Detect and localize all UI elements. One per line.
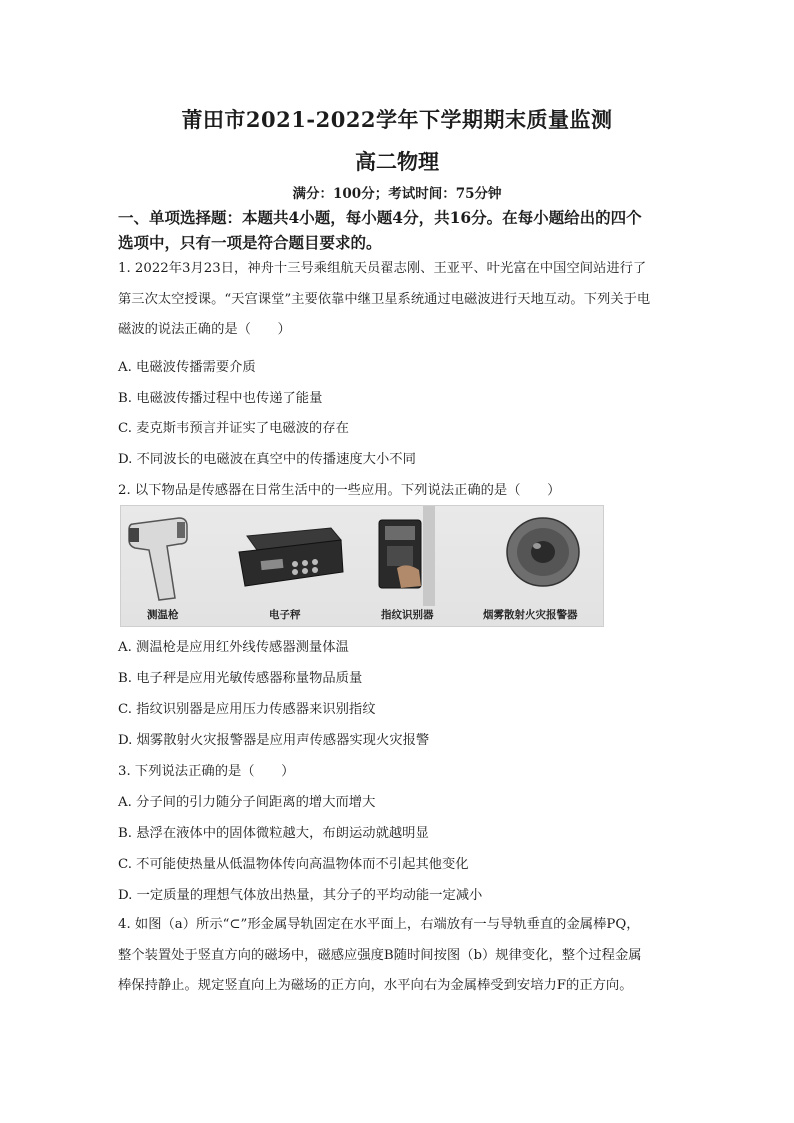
question-line: 4. 如图（a）所示“⊂”形金属导轨固定在水平面上，右端放有一与导轨垂直的金属棒PQ， bbox=[118, 917, 640, 932]
thermometer-gun-icon bbox=[121, 506, 231, 606]
question-2-option-d: D. 烟雾散射火灾报警器是应用声传感器实现火灾报警 bbox=[118, 733, 430, 748]
question-2-option-a: A. 测温枪是应用红外线传感器测量体温 bbox=[118, 640, 349, 655]
section-heading bbox=[118, 205, 678, 255]
question-2-option-c: C. 指纹识别器是应用压力传感器来识别指纹 bbox=[118, 702, 376, 717]
question-1-option-d: D. 不同波长的电磁波在真空中的传播速度大小不同 bbox=[118, 452, 416, 467]
question-4-stem bbox=[118, 910, 680, 1002]
question-line: 第三次太空授课。“天宫课堂”主要依靠中继卫星系统通过电磁波进行天地互动。下列关于电 bbox=[118, 291, 651, 307]
question-line: 棒保持静止。规定竖直向上为磁场的正方向，水平向右为金属棒受到安培力F的正方向。 bbox=[118, 978, 633, 993]
figure-caption: 电子秤 bbox=[269, 609, 301, 621]
figure-caption: 烟雾散射火灾报警器 bbox=[483, 609, 578, 621]
page-title: 莆田市2021-2022学年下学期期末质量监测 bbox=[181, 107, 613, 132]
exam-meta: 满分：100分；考试时间：75分钟 bbox=[292, 186, 502, 202]
figure-caption: 指纹识别器 bbox=[381, 609, 434, 621]
figure-panel-fingerprint bbox=[361, 506, 461, 626]
question-1-option-a: A. 电磁波传播需要介质 bbox=[118, 360, 256, 375]
question-1-option-b: B. 电磁波传播过程中也传递了能量 bbox=[118, 391, 323, 406]
question-2-option-b: B. 电子秤是应用光敏传感器称量物品质量 bbox=[118, 671, 363, 686]
question-line: 磁波的说法正确的是（ ） bbox=[118, 322, 291, 337]
question-line: 1. 2022年3月23日，神舟十三号乘组航天员翟志刚、王亚平、叶光富在中国空间站进行了 bbox=[118, 261, 647, 276]
electronic-scale-icon bbox=[231, 506, 351, 606]
sensor-figure bbox=[120, 505, 604, 627]
figure-caption: 测温枪 bbox=[147, 609, 179, 621]
fingerprint-reader-icon bbox=[361, 506, 461, 606]
question-3-option-c: C. 不可能使热量从低温物体传向高温物体而不引起其他变化 bbox=[118, 857, 469, 872]
figure-panel-smoke-detector bbox=[471, 506, 603, 626]
figure-panel-scale bbox=[231, 506, 351, 626]
question-1-stem bbox=[118, 254, 680, 346]
question-3-option-b: B. 悬浮在液体中的固体微粒越大，布朗运动就越明显 bbox=[118, 826, 429, 841]
subject-title: 高二物理 bbox=[355, 149, 439, 174]
question-1-option-c: C. 麦克斯韦预言并证实了电磁波的存在 bbox=[118, 421, 349, 436]
question-3-option-a: A. 分子间的引力随分子间距离的增大而增大 bbox=[118, 795, 376, 810]
question-3-option-d: D. 一定质量的理想气体放出热量，其分子的平均动能一定减小 bbox=[118, 888, 483, 903]
section-heading-line: 一、单项选择题：本题共4小题，每小题4分，共16分。在每小题给出的四个 bbox=[118, 208, 642, 227]
question-line: 整个装置处于竖直方向的磁场中，磁感应强度B随时间按图（b）规律变化，整个过程金属 bbox=[118, 947, 642, 963]
section-heading-line: 选项中，只有一项是符合题目要求的。 bbox=[118, 233, 382, 252]
question-2-stem: 2. 以下物品是传感器在日常生活中的一些应用。下列说法正确的是（ ） bbox=[118, 483, 561, 498]
figure-panel-thermometer bbox=[121, 506, 231, 626]
smoke-detector-icon bbox=[471, 506, 603, 606]
question-3-stem: 3. 下列说法正确的是（ ） bbox=[118, 764, 295, 779]
